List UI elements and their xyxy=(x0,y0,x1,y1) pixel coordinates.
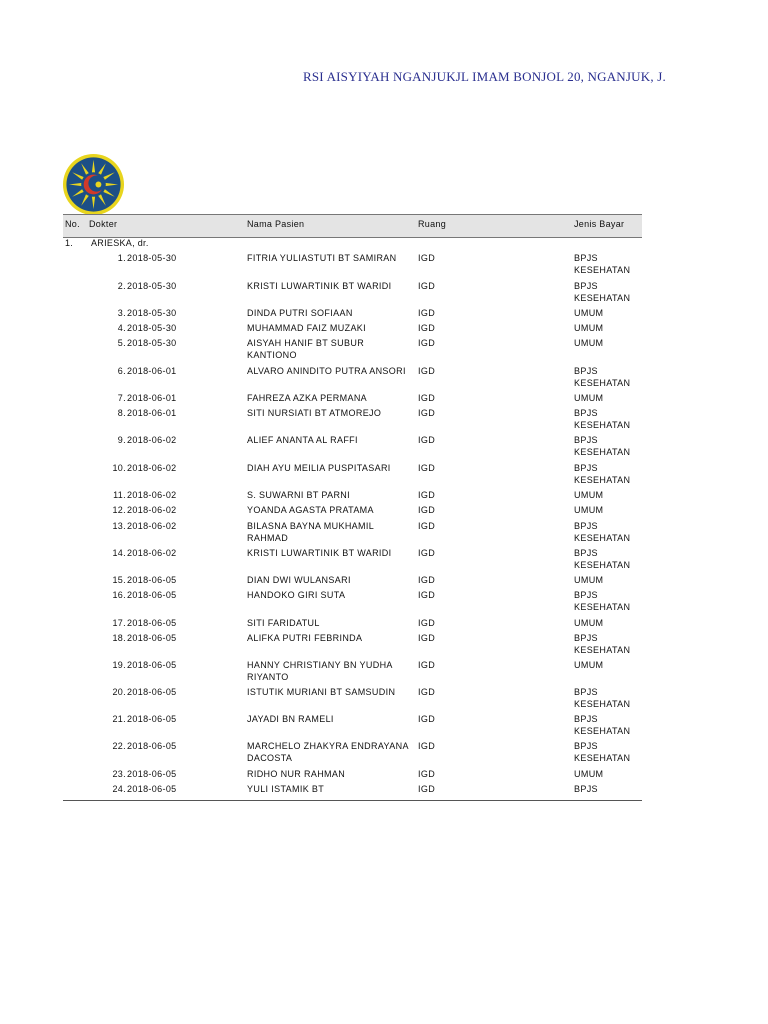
row-number: 22. xyxy=(112,741,126,751)
row-room: IGD xyxy=(418,741,436,751)
row-room: IGD xyxy=(418,714,436,724)
row-date: 2018-06-02 xyxy=(127,463,177,473)
row-patient-name: SITI FARIDATUL xyxy=(247,618,320,628)
row-payment-type: UMUM xyxy=(574,393,604,403)
row-patient-name: FAHREZA AZKA PERMANA xyxy=(247,393,368,403)
doctor-name: ARIESKA, dr. xyxy=(91,238,149,248)
row-date: 2018-06-05 xyxy=(127,633,177,643)
row-patient-name: DINDA PUTRI SOFIAAN xyxy=(247,308,353,318)
row-number: 13. xyxy=(112,521,126,531)
row-room: IGD xyxy=(418,548,436,558)
row-room: IGD xyxy=(418,784,436,794)
col-bayar: Jenis Bayar xyxy=(574,219,625,229)
col-ruang: Ruang xyxy=(418,219,447,229)
col-no: No. xyxy=(65,219,80,229)
row-number: 14. xyxy=(112,548,126,558)
row-patient-name: ISTUTIK MURIANI BT SAMSUDIN xyxy=(247,687,396,697)
row-room: IGD xyxy=(418,490,436,500)
row-payment-type: UMUM xyxy=(574,618,604,628)
row-date: 2018-06-05 xyxy=(127,660,177,670)
row-patient-name: RIDHO NUR RAHMAN xyxy=(247,769,346,779)
row-patient-name: ALIEF ANANTA AL RAFFI xyxy=(247,435,358,445)
muhammadiyah-logo-icon xyxy=(62,153,125,216)
col-dokter: Dokter xyxy=(89,219,118,229)
row-number: 8. xyxy=(117,408,126,418)
row-room: IGD xyxy=(418,660,436,670)
row-number: 20. xyxy=(112,687,126,697)
row-number: 17. xyxy=(112,618,126,628)
row-payment-type: BPJS KESEHATAN xyxy=(574,714,631,736)
row-payment-type: UMUM xyxy=(574,338,604,348)
row-patient-name: KRISTI LUWARTINIK BT WARIDI xyxy=(247,548,392,558)
row-date: 2018-05-30 xyxy=(127,281,177,291)
row-date: 2018-06-02 xyxy=(127,435,177,445)
row-number: 21. xyxy=(112,714,126,724)
row-date: 2018-06-01 xyxy=(127,408,177,418)
row-number: 23. xyxy=(112,769,126,779)
row-room: IGD xyxy=(418,769,436,779)
row-number: 12. xyxy=(112,505,126,515)
row-number: 2. xyxy=(117,281,126,291)
table-bottom-rule xyxy=(63,800,642,801)
row-date: 2018-06-02 xyxy=(127,521,177,531)
row-number: 4. xyxy=(117,323,126,333)
row-payment-type: BPJS KESEHATAN xyxy=(574,521,631,543)
row-payment-type: BPJS KESEHATAN xyxy=(574,408,631,430)
row-payment-type: BPJS KESEHATAN xyxy=(574,633,631,655)
row-date: 2018-06-02 xyxy=(127,490,177,500)
row-date: 2018-05-30 xyxy=(127,308,177,318)
row-patient-name: YOANDA AGASTA PRATAMA xyxy=(247,505,374,515)
row-payment-type: BPJS KESEHATAN xyxy=(574,687,631,709)
row-room: IGD xyxy=(418,590,436,600)
row-patient-name: DIAN DWI WULANSARI xyxy=(247,575,351,585)
row-number: 3. xyxy=(117,308,126,318)
row-date: 2018-05-30 xyxy=(127,338,177,348)
row-number: 5. xyxy=(117,338,126,348)
row-date: 2018-06-05 xyxy=(127,714,177,724)
row-patient-name: ALVARO ANINDITO PUTRA ANSORI xyxy=(247,366,406,376)
row-patient-name: HANDOKO GIRI SUTA xyxy=(247,590,346,600)
row-room: IGD xyxy=(418,393,436,403)
row-room: IGD xyxy=(418,366,436,376)
row-payment-type: UMUM xyxy=(574,490,604,500)
row-payment-type: BPJS KESEHATAN xyxy=(574,435,631,457)
row-patient-name: S. SUWARNI BT PARNI xyxy=(247,490,350,500)
row-room: IGD xyxy=(418,521,436,531)
row-room: IGD xyxy=(418,505,436,515)
table-header xyxy=(63,214,642,238)
row-number: 16. xyxy=(112,590,126,600)
row-payment-type: BPJS KESEHATAN xyxy=(574,253,631,275)
row-date: 2018-06-05 xyxy=(127,784,177,794)
row-date: 2018-05-30 xyxy=(127,253,177,263)
row-room: IGD xyxy=(418,687,436,697)
row-payment-type: BPJS xyxy=(574,784,598,794)
row-patient-name: DIAH AYU MEILIA PUSPITASARI xyxy=(247,463,391,473)
row-payment-type: BPJS KESEHATAN xyxy=(574,463,631,485)
row-room: IGD xyxy=(418,575,436,585)
row-room: IGD xyxy=(418,338,436,348)
row-number: 10. xyxy=(112,463,126,473)
row-patient-name: AISYAH HANIF BT SUBUR KANTIONO xyxy=(247,338,365,360)
row-patient-name: ALIFKA PUTRI FEBRINDA xyxy=(247,633,363,643)
row-patient-name: YULI ISTAMIK BT xyxy=(247,784,325,794)
row-date: 2018-06-05 xyxy=(127,741,177,751)
row-payment-type: UMUM xyxy=(574,505,604,515)
row-payment-type: UMUM xyxy=(574,308,604,318)
row-payment-type: BPJS KESEHATAN xyxy=(574,548,631,570)
row-number: 15. xyxy=(112,575,126,585)
row-room: IGD xyxy=(418,408,436,418)
row-number: 11. xyxy=(113,490,126,500)
row-patient-name: KRISTI LUWARTINIK BT WARIDI xyxy=(247,281,392,291)
row-date: 2018-06-05 xyxy=(127,618,177,628)
row-payment-type: BPJS KESEHATAN xyxy=(574,366,631,388)
row-number: 24. xyxy=(112,784,126,794)
row-date: 2018-06-05 xyxy=(127,687,177,697)
row-date: 2018-06-05 xyxy=(127,769,177,779)
row-payment-type: UMUM xyxy=(574,575,604,585)
row-number: 18. xyxy=(112,633,126,643)
row-room: IGD xyxy=(418,435,436,445)
row-patient-name: JAYADI BN RAMELI xyxy=(247,714,334,724)
row-payment-type: UMUM xyxy=(574,769,604,779)
row-payment-type: BPJS KESEHATAN xyxy=(574,741,631,763)
row-room: IGD xyxy=(418,281,436,291)
doctor-number: 1. xyxy=(65,238,74,248)
col-pasien: Nama Pasien xyxy=(247,219,305,229)
row-number: 7. xyxy=(117,393,126,403)
row-patient-name: HANNY CHRISTIANY BN YUDHA RIYANTO xyxy=(247,660,393,682)
row-payment-type: BPJS KESEHATAN xyxy=(574,590,631,612)
row-patient-name: BILASNA BAYNA MUKHAMIL RAHMAD xyxy=(247,521,374,543)
row-patient-name: FITRIA YULIASTUTI BT SAMIRAN xyxy=(247,253,397,263)
row-date: 2018-06-02 xyxy=(127,548,177,558)
row-payment-type: UMUM xyxy=(574,660,604,670)
row-room: IGD xyxy=(418,308,436,318)
row-room: IGD xyxy=(418,323,436,333)
row-patient-name: SITI NURSIATI BT ATMOREJO xyxy=(247,408,382,418)
row-patient-name: MUHAMMAD FAIZ MUZAKI xyxy=(247,323,366,333)
row-number: 9. xyxy=(117,435,126,445)
row-date: 2018-06-02 xyxy=(127,505,177,515)
report-title: RSI AISYIYAH NGANJUKJL IMAM BONJOL 20, NGANJUK, J. xyxy=(303,69,666,84)
row-date: 2018-06-01 xyxy=(127,366,177,376)
row-date: 2018-05-30 xyxy=(127,323,177,333)
row-room: IGD xyxy=(418,618,436,628)
row-date: 2018-06-01 xyxy=(127,393,177,403)
row-room: IGD xyxy=(418,463,436,473)
row-date: 2018-06-05 xyxy=(127,575,177,585)
row-payment-type: BPJS KESEHATAN xyxy=(574,281,631,303)
row-room: IGD xyxy=(418,633,436,643)
row-patient-name: MARCHELO ZHAKYRA ENDRAYANA DACOSTA xyxy=(247,741,409,763)
row-number: 19. xyxy=(112,660,126,670)
row-payment-type: UMUM xyxy=(574,323,604,333)
row-date: 2018-06-05 xyxy=(127,590,177,600)
row-number: 6. xyxy=(117,366,126,376)
row-room: IGD xyxy=(418,253,436,263)
row-number: 1. xyxy=(117,253,126,263)
